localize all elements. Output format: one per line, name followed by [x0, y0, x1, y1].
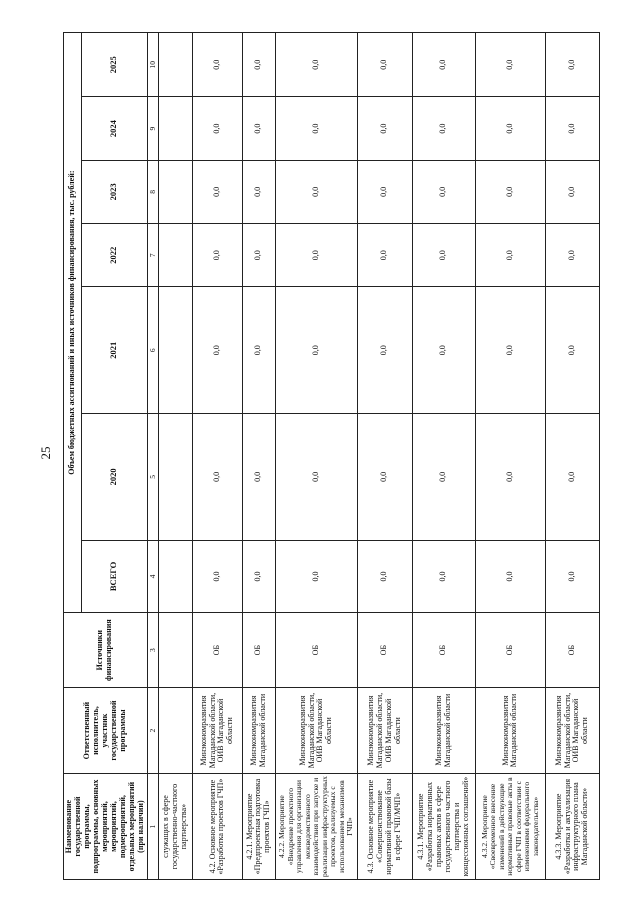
row-total: 0,0	[475, 540, 545, 613]
row-value-2021: 0,0	[412, 287, 475, 414]
col-header-year-2024: 2024	[81, 97, 147, 160]
row-value-2020: 0,0	[192, 414, 242, 541]
row-responsible: Минэкономразвития Магаданской области	[475, 688, 545, 774]
row-value-2023: 0,0	[242, 160, 275, 223]
col-number: 5	[147, 414, 158, 541]
row-source: ОБ	[545, 613, 599, 688]
column-numbers-row	[147, 33, 158, 880]
row-value-2024: 0,0	[475, 97, 545, 160]
row-value-2023: 0,0	[545, 160, 599, 223]
row-value-2024: 0,0	[412, 97, 475, 160]
row-value-2022: 0,0	[545, 224, 599, 287]
row-value-2024	[158, 97, 192, 160]
row-value-2020: 0,0	[275, 414, 357, 541]
col-header-year-2022: 2022	[81, 224, 147, 287]
row-name: 4.3.2. Мероприятие «Своевременное внесение изменений в действующие нормативные правовые акты в сфере ГЧП в соответствии с изменениями федерального законодательства»	[475, 774, 545, 880]
row-source: ОБ	[412, 613, 475, 688]
row-source: ОБ	[357, 613, 412, 688]
table-row	[275, 33, 357, 880]
table-row	[412, 33, 475, 880]
row-source	[158, 613, 192, 688]
row-value-2024: 0,0	[545, 97, 599, 160]
row-value-2022: 0,0	[475, 224, 545, 287]
col-number: 4	[147, 540, 158, 613]
table-row	[242, 33, 275, 880]
row-total: 0,0	[242, 540, 275, 613]
rotated-table-container	[63, 32, 591, 880]
row-total: 0,0	[412, 540, 475, 613]
row-source: ОБ	[475, 613, 545, 688]
row-responsible: Минэкономразвития Магаданской области	[242, 688, 275, 774]
col-header-total: ВСЕГО	[81, 540, 147, 613]
row-name: 4.2. Основное мероприятие «Разработка проектов ГЧП»	[192, 774, 242, 880]
col-header-year-2021: 2021	[81, 287, 147, 414]
row-value-2021: 0,0	[475, 287, 545, 414]
row-name: 4.2.2. Мероприятие «Внедрение проектного управления для организации межведомственного взаимодействия при запуске и реализации инфраструктурных проектов, реализуемых с использованием механизмов ГЧП»	[275, 774, 357, 880]
col-header-year-2020: 2020	[81, 414, 147, 541]
row-name: 4.2.1. Мероприятие «Предпроектная подготовка проектов ГЧП»	[242, 774, 275, 880]
row-value-2022: 0,0	[242, 224, 275, 287]
row-value-2024: 0,0	[242, 97, 275, 160]
col-number: 10	[147, 33, 158, 97]
row-value-2021	[158, 287, 192, 414]
row-value-2024: 0,0	[357, 97, 412, 160]
row-value-2020: 0,0	[412, 414, 475, 541]
row-total	[158, 540, 192, 613]
row-value-2022: 0,0	[275, 224, 357, 287]
col-number: 3	[147, 613, 158, 688]
row-value-2024: 0,0	[275, 97, 357, 160]
row-responsible: Минэкономразвития Магаданской области, ОИВ Магаданской области	[192, 688, 242, 774]
col-header-name: Наименование государственной программы, подпрограммы, основных мероприятий, мероприятий, подмероприятий, отдельных мероприятий (при наличии)	[64, 774, 148, 880]
funding-table	[63, 32, 600, 880]
row-value-2025	[158, 33, 192, 97]
header-row-top	[64, 33, 82, 880]
row-source: ОБ	[192, 613, 242, 688]
row-value-2021: 0,0	[357, 287, 412, 414]
row-responsible: Минэкономразвития Магаданской области, ОИВ Магаданской области	[357, 688, 412, 774]
col-number: 2	[147, 688, 158, 774]
row-value-2021: 0,0	[192, 287, 242, 414]
col-number: 7	[147, 224, 158, 287]
table-row	[475, 33, 545, 880]
col-number: 6	[147, 287, 158, 414]
row-value-2025: 0,0	[545, 33, 599, 97]
table-row	[158, 33, 192, 880]
col-header-responsible: Ответственный исполнитель, участник государственной программы	[64, 688, 148, 774]
row-responsible: Минэкономразвития Магаданской области, ОИВ Магаданской области	[275, 688, 357, 774]
row-value-2023: 0,0	[357, 160, 412, 223]
row-total: 0,0	[545, 540, 599, 613]
row-value-2024: 0,0	[192, 97, 242, 160]
row-value-2023: 0,0	[412, 160, 475, 223]
row-responsible: Минэкономразвития Магаданской области, ОИВ Магаданской области	[545, 688, 599, 774]
row-value-2020: 0,0	[475, 414, 545, 541]
row-responsible: Минэкономразвития Магаданской области	[412, 688, 475, 774]
col-number: 1	[147, 774, 158, 880]
row-name: 4.3.1. Мероприятие «Разработка нормативных правовых актов в сфере государственного частного партнерства и концессионных соглашений»	[412, 774, 475, 880]
row-value-2022	[158, 224, 192, 287]
row-responsible	[158, 688, 192, 774]
row-value-2025: 0,0	[192, 33, 242, 97]
row-name: 4.3.3. Мероприятие «Разработка и актуализация инфраструктурного плана Магаданской области»	[545, 774, 599, 880]
row-value-2023: 0,0	[475, 160, 545, 223]
row-name: 4.3. Основное мероприятие «Совершенствование нормативной правовой базы в сфере ГЧП/МЧП»	[357, 774, 412, 880]
table-row	[545, 33, 599, 880]
row-value-2025: 0,0	[275, 33, 357, 97]
row-value-2022: 0,0	[412, 224, 475, 287]
page-number: 25	[38, 446, 53, 460]
row-total: 0,0	[275, 540, 357, 613]
row-name: служащих в сфере государственно-частного партнерства»	[158, 774, 192, 880]
row-value-2025: 0,0	[475, 33, 545, 97]
row-value-2025: 0,0	[357, 33, 412, 97]
col-header-source: Источники финансирования	[64, 613, 148, 688]
col-number: 9	[147, 97, 158, 160]
row-source: ОБ	[275, 613, 357, 688]
table-row	[192, 33, 242, 880]
row-value-2023	[158, 160, 192, 223]
col-header-year-2025: 2025	[81, 33, 147, 97]
row-total: 0,0	[357, 540, 412, 613]
col-header-funding-group: Объем бюджетных ассигнований и иных источников финансирования, тыс. рублей:	[64, 33, 82, 613]
col-header-year-2023: 2023	[81, 160, 147, 223]
row-value-2025: 0,0	[242, 33, 275, 97]
row-value-2020	[158, 414, 192, 541]
row-value-2022: 0,0	[192, 224, 242, 287]
row-value-2021: 0,0	[545, 287, 599, 414]
row-value-2020: 0,0	[242, 414, 275, 541]
row-value-2023: 0,0	[275, 160, 357, 223]
row-value-2023: 0,0	[192, 160, 242, 223]
row-source: ОБ	[242, 613, 275, 688]
row-value-2025: 0,0	[412, 33, 475, 97]
table-row	[357, 33, 412, 880]
row-value-2020: 0,0	[357, 414, 412, 541]
row-value-2020: 0,0	[545, 414, 599, 541]
row-value-2021: 0,0	[275, 287, 357, 414]
row-value-2021: 0,0	[242, 287, 275, 414]
col-number: 8	[147, 160, 158, 223]
row-total: 0,0	[192, 540, 242, 613]
row-value-2022: 0,0	[357, 224, 412, 287]
